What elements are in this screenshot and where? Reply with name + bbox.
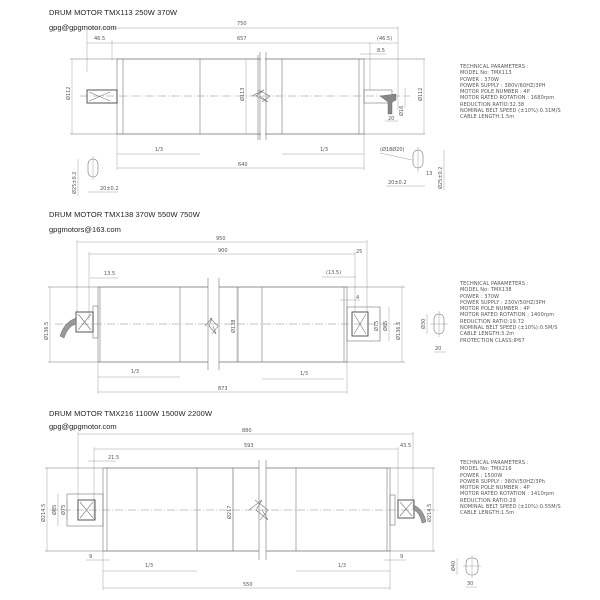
dim-shell: 900 [218,248,228,254]
dim-diameter-left: Ø136.5 [44,321,50,340]
param-rated-rotation: MOTOR RATED ROTATION : 1410rpm [460,491,555,498]
dim-overall: 880 [242,428,252,434]
param-power: POWER : 370W [460,293,500,300]
dim-shaft-len: 20 [388,116,395,122]
dim-flange-inner: Ø75 [61,504,67,515]
dim-overall: 950 [216,236,226,242]
dim-end-right-height: Ø25±0.2 [438,166,444,189]
param-cable-length: CABLE LENGTH:3.2m [460,331,515,338]
param-rated-rotation: MOTOR RATED ROTATION : 1680rpm [460,95,555,102]
motor-3-drawing [40,428,481,590]
param-belt-speed: NOMINAL BELT SPEED (±10%):0.5M/S [460,325,558,332]
dim-diameter-right: Ø136.5 [396,321,402,340]
param-power: POWER : 370W [460,76,500,83]
dim-right-small: (13.5) [326,270,342,276]
param-reduction-ratio: REDUCTION RATIO:29 [460,497,516,504]
param-model: MODEL No: TMX216 [460,466,512,473]
param-protection-class: PROTECTION CLASS:IP67 [460,337,525,344]
dim-diameter-right: Ø214.5 [427,503,433,522]
param-belt-speed: NOMINAL BELT SPEED (±10%):0.55M/S [460,504,561,511]
motor-3-title: DRUM MOTOR TMX216 1100W 1500W 2200W [49,409,213,418]
dim-third-right: 1/3 [320,147,329,153]
param-cable-length: CABLE LENGTH:1.5m [460,114,515,121]
param-model: MODEL No: TMX113 [460,70,512,77]
motor-1-drawing [65,21,444,196]
dim-third-left: 1/3 [145,563,154,569]
dim-end-right-callout: (Ø18Ø20) [380,147,405,153]
motor-1-title: DRUM MOTOR TMX113 250W 370W [49,8,178,17]
param-heading: TECHNICAL PARAMETERS : [460,64,529,70]
dim-right-offset: (46.5) [377,36,393,42]
dim-right-tiny: 4 [356,295,360,301]
dim-third-left: 1/3 [131,369,140,375]
param-belt-speed: NOMINAL BELT SPEED (±10%):0.31M/S [460,108,561,115]
motor-3-email: gpg@gpgmotor.com [49,422,117,431]
dim-end-height: Ø30 [421,318,427,329]
dim-diameter-left: Ø112 [66,86,72,100]
dim-third-left: 1/3 [155,147,164,153]
dim-right-offset: 25 [356,249,363,255]
dim-gap-left: 9 [89,554,93,560]
dim-gap-right: 9 [400,554,404,560]
param-pole-number: MOTOR POLE NUMBER : 4P [460,89,530,96]
motor-2-email: gpgmotors@163.com [49,225,121,234]
dim-flange-outer: Ø65 [383,320,389,331]
dim-flange-outer: Ø85 [52,504,58,515]
dim-right-offset: 43.5 [400,443,412,449]
dim-right-small: 8.5 [377,48,385,54]
param-reduction-ratio: REDUCTION RATIO:19.72 [460,318,525,325]
motor-1-email: gpg@gpgmotor.com [49,23,117,32]
dim-end-right-width: 20±0.2 [388,180,407,186]
param-pole-number: MOTOR POLE NUMBER : 4P [460,306,530,313]
dim-third-right: 1/3 [338,563,347,569]
param-power-supply: POWER SUPPLY : 380V/50HZ/3Ph [460,478,546,485]
param-heading: TECHNICAL PARAMETERS : [460,460,529,466]
param-power-supply: POWER SUPPLY : 230V/50HZ/3PH [460,299,546,306]
dim-flange-inner: Ø75 [374,320,380,331]
param-heading: TECHNICAL PARAMETERS : [460,281,529,287]
dim-end-height: Ø40 [451,560,457,571]
dim-end-left-width: 20±0.2 [100,186,119,192]
dim-diameter-right: Ø112 [418,87,424,101]
dim-face-length: 873 [218,386,228,392]
param-power: POWER : 1500W [460,472,503,479]
param-rated-rotation: MOTOR RATED ROTATION : 1400rpm [460,312,555,319]
param-pole-number: MOTOR POLE NUMBER : 4P [460,485,530,492]
dim-shell: 593 [244,443,254,449]
dim-diameter-mid: Ø113 [240,87,246,101]
dim-diameter-mid: Ø217 [227,505,233,519]
motor-2-drawing [43,236,448,394]
dim-shaft-dia: Ø16 [399,105,405,116]
dim-shell: 657 [237,36,247,42]
param-cable-length: CABLE LENGTH:1.5m [460,510,515,517]
dim-face-length: 550 [243,582,253,588]
param-power-supply: POWER SUPPLY : 380V/60HZ/3PH [460,82,546,89]
motor-2-title: DRUM MOTOR TMX138 370W 550W 750W [49,210,200,219]
dim-end-left-height: Ø25±0.2 [72,171,78,194]
dim-left-offset: 46.5 [94,36,106,42]
dim-diameter-mid: Ø138 [231,319,237,333]
dim-end-width: 30 [467,581,474,587]
dim-diameter-left: Ø214.5 [41,503,47,522]
param-reduction-ratio: REDUCTION RATIO:32.38 [460,101,525,108]
param-model: MODEL No: TMX138 [460,287,512,294]
dim-end-right-small: 13 [426,171,433,177]
dim-third-right: 1/3 [300,371,309,377]
dim-face-length: 640 [238,162,248,168]
dim-overall: 750 [237,21,247,27]
dim-left-small: 13.5 [104,271,116,277]
dim-end-width: 20 [435,346,442,352]
dim-left-small: 21.5 [108,455,120,461]
